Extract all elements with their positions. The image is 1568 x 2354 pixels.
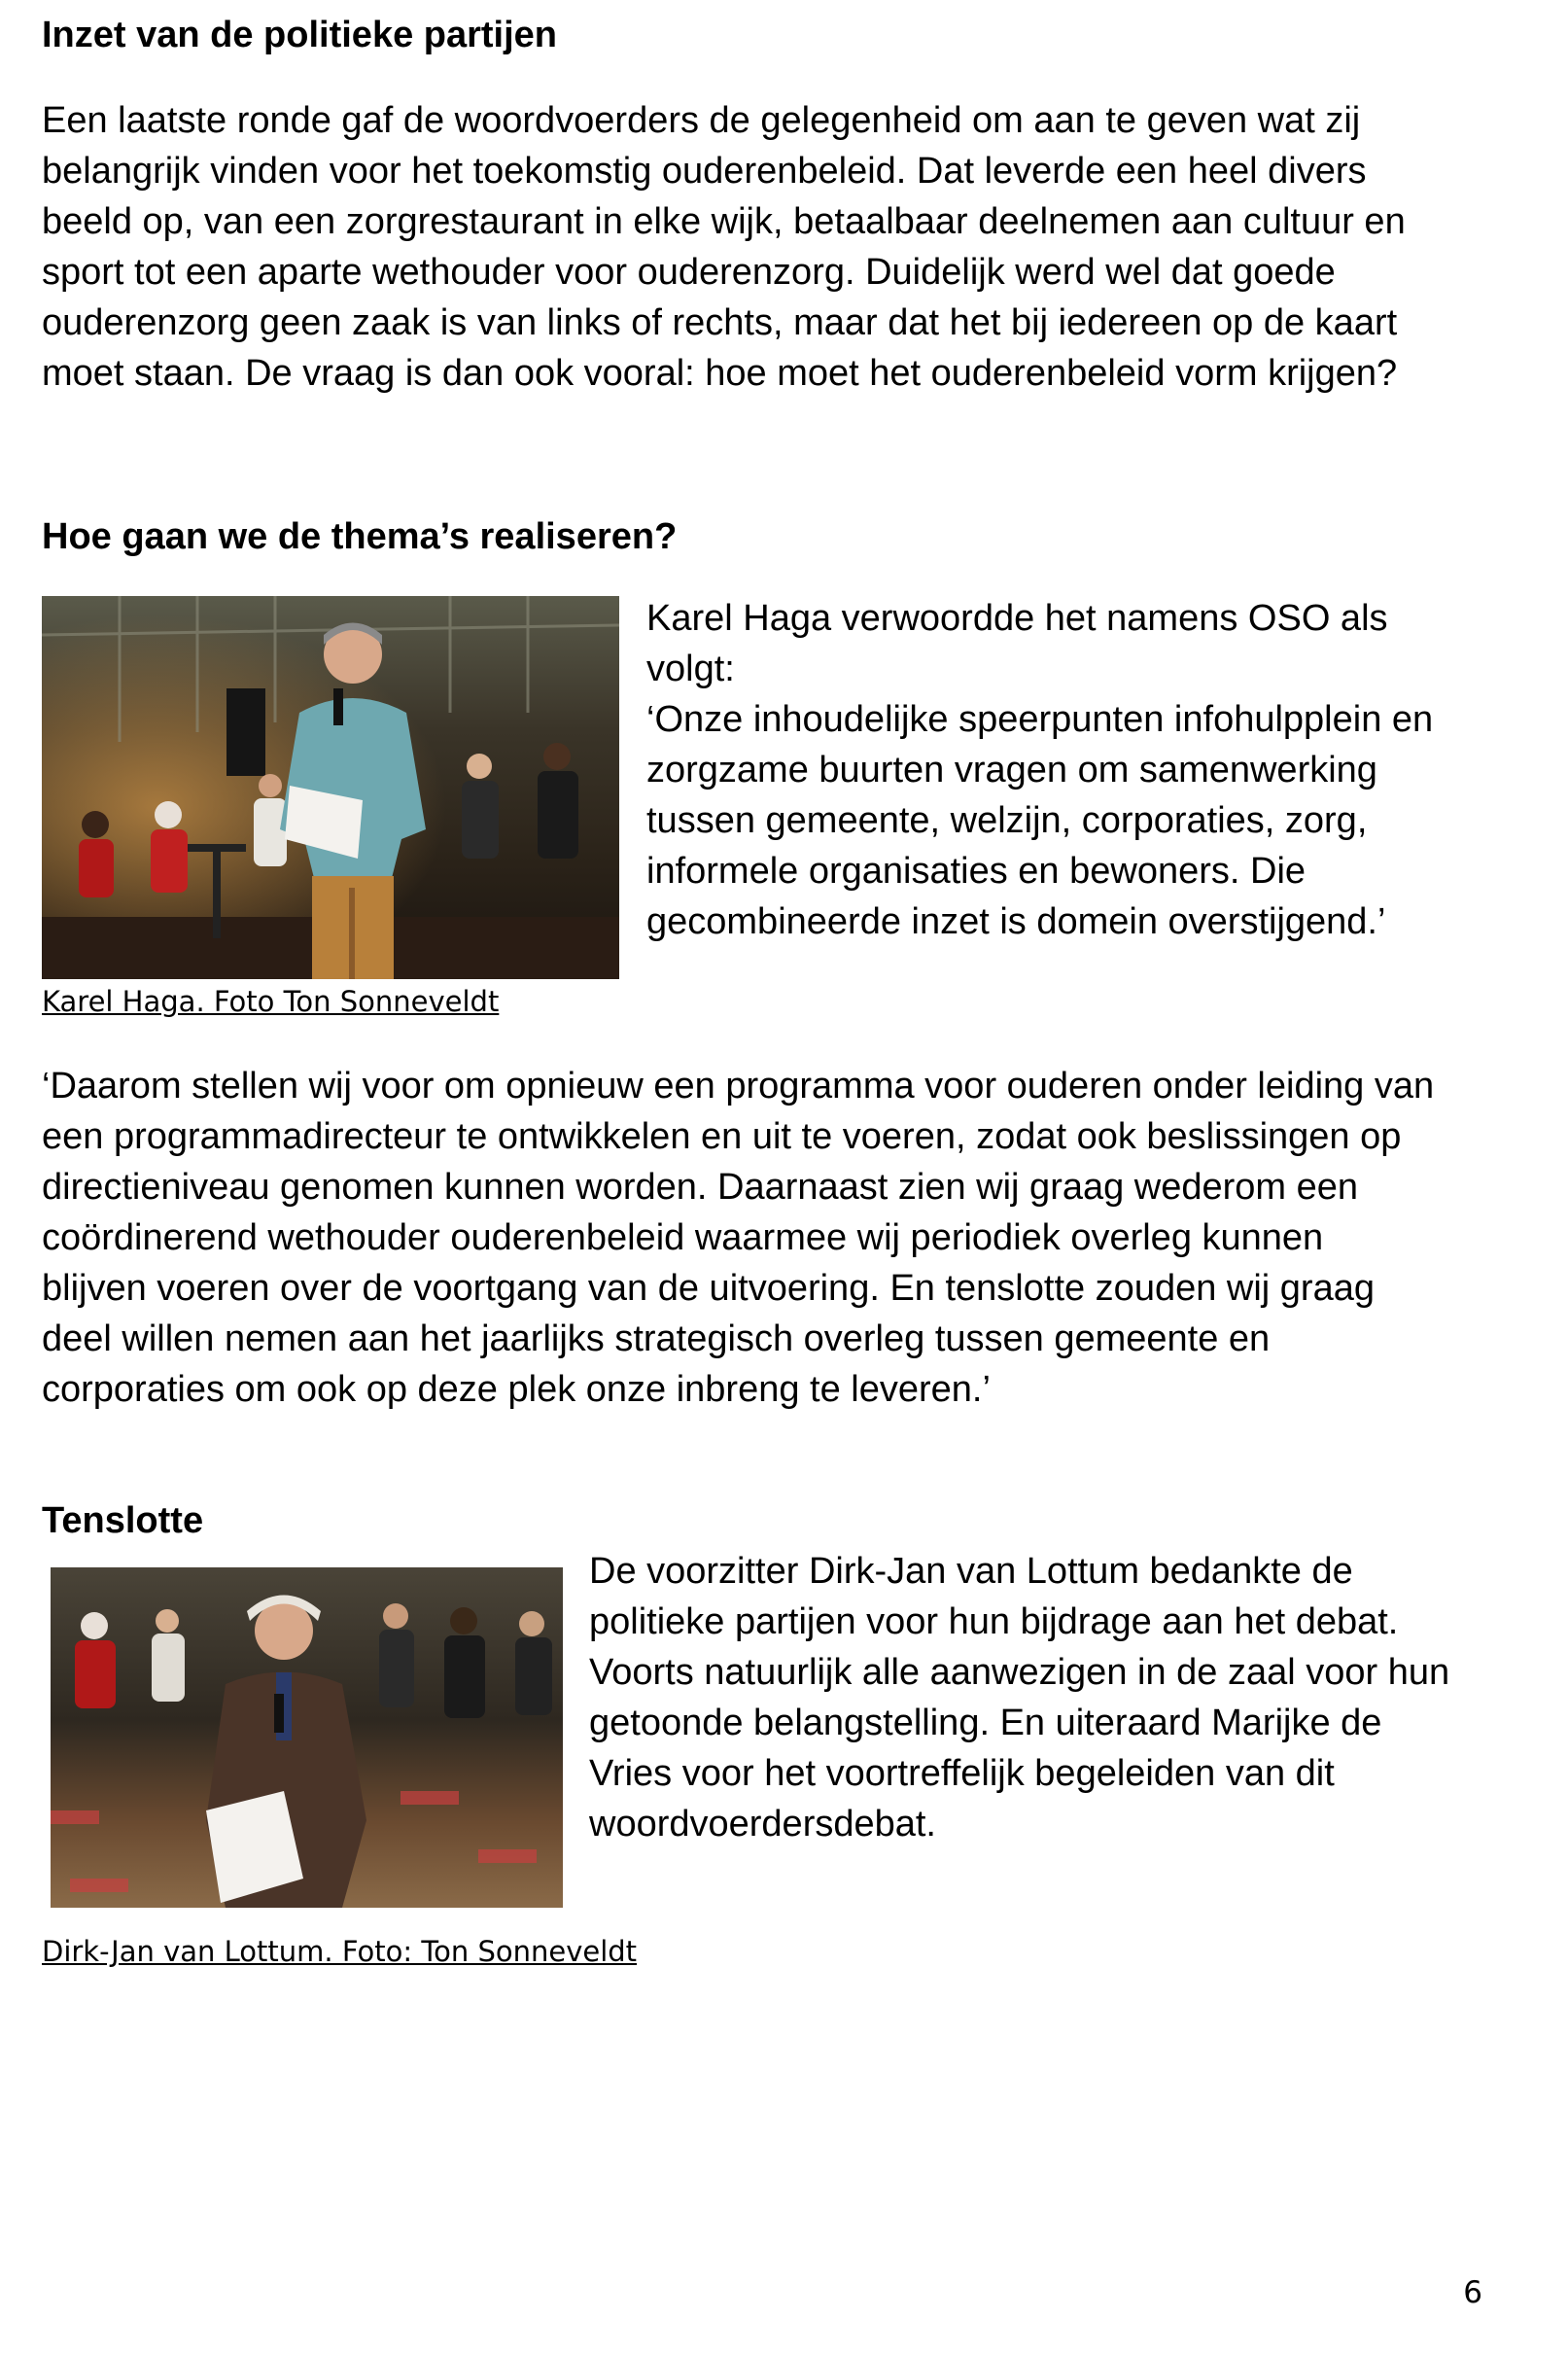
paragraph-inzet: [42, 95, 1406, 399]
text-line: politieke partijen voor hun bijdrage aan het debat.: [589, 1601, 1399, 1642]
text-line: gecombineerde inzet is domein overstijgend.’: [646, 901, 1386, 942]
text-line: De voorzitter Dirk-Jan van Lottum bedankte de: [589, 1551, 1353, 1592]
text-line: Een laatste ronde gaf de woordvoerders de gelegenheid om aan te geven wat zij: [42, 100, 1361, 141]
text-line: ‘Onze inhoudelijke speerpunten infohulpplein en: [646, 699, 1434, 740]
heading-themas: Hoe gaan we de thema’s realiseren?: [42, 516, 678, 557]
text-line: een programmadirecteur te ontwikkelen en uit te voeren, zodat ook beslissingen op: [42, 1116, 1402, 1157]
text-line: beeld op, van een zorgrestaurant in elke wijk, betaalbaar deelnemen aan cultuur en: [42, 201, 1406, 242]
text-line: directieniveau genomen kunnen worden. Daarnaast zien wij graag wederom een: [42, 1167, 1359, 1208]
text-line: informele organisaties en bewoners. Die: [646, 851, 1307, 892]
paragraph-karel-haga: [646, 593, 1433, 947]
text-line: coördinerend wethouder ouderenbeleid waarmee wij periodiek overleg kunnen: [42, 1217, 1324, 1258]
text-line: deel willen nemen aan het jaarlijks strategisch overleg tussen gemeente en: [42, 1318, 1271, 1359]
text-line: corporaties om ook op deze plek onze inbreng te leveren.’: [42, 1369, 991, 1410]
text-line: ‘Daarom stellen wij voor om opnieuw een programma voor ouderen onder leiding van: [42, 1066, 1435, 1107]
heading-inzet: Inzet van de politieke partijen: [42, 15, 558, 55]
text-line: sport tot een aparte wethouder voor ouderenzorg. Duidelijk werd wel dat goede: [42, 252, 1336, 293]
text-line: woordvoerdersdebat.: [589, 1804, 936, 1845]
caption-dirk-jan: Dirk-Jan van Lottum. Foto: Ton Sonneveldt: [42, 1935, 638, 1968]
text-line: ouderenzorg geen zaak is van links of rechts, maar dat het bij iedereen op de kaart: [42, 302, 1398, 343]
paragraph-tenslotte: [589, 1546, 1449, 1849]
photo-dirk-jan-image: [51, 1567, 563, 1908]
photo-karel-haga: [42, 596, 619, 979]
text-line: Karel Haga verwoordde het namens OSO als: [646, 598, 1388, 639]
text-line: getoonde belangstelling. En uiteraard Marijke de: [589, 1703, 1382, 1743]
text-line: zorgzame buurten vragen om samenwerking: [646, 750, 1377, 791]
text-line: belangrijk vinden voor het toekomstig ouderenbeleid. Dat leverde een heel divers: [42, 151, 1367, 192]
photo-dirk-jan-van-lottum: [51, 1567, 563, 1908]
photo-karel-haga-image: [42, 596, 619, 979]
heading-tenslotte: Tenslotte: [42, 1500, 204, 1541]
text-line: moet staan. De vraag is dan ook vooral: hoe moet het ouderenbeleid vorm krijgen?: [42, 353, 1398, 394]
paragraph-daarom: [42, 1061, 1434, 1415]
text-line: volgt:: [646, 649, 735, 689]
caption-karel-haga: Karel Haga. Foto Ton Sonneveldt: [42, 985, 500, 1018]
text-line: blijven voeren over de voortgang van de uitvoering. En tenslotte zouden wij graag: [42, 1268, 1375, 1309]
page-number: 6: [1463, 2275, 1482, 2310]
text-line: Voorts natuurlijk alle aanwezigen in de zaal voor hun: [589, 1652, 1450, 1693]
text-line: tussen gemeente, welzijn, corporaties, zorg,: [646, 800, 1368, 841]
text-line: Vries voor het voortreffelijk begeleiden van dit: [589, 1753, 1335, 1794]
